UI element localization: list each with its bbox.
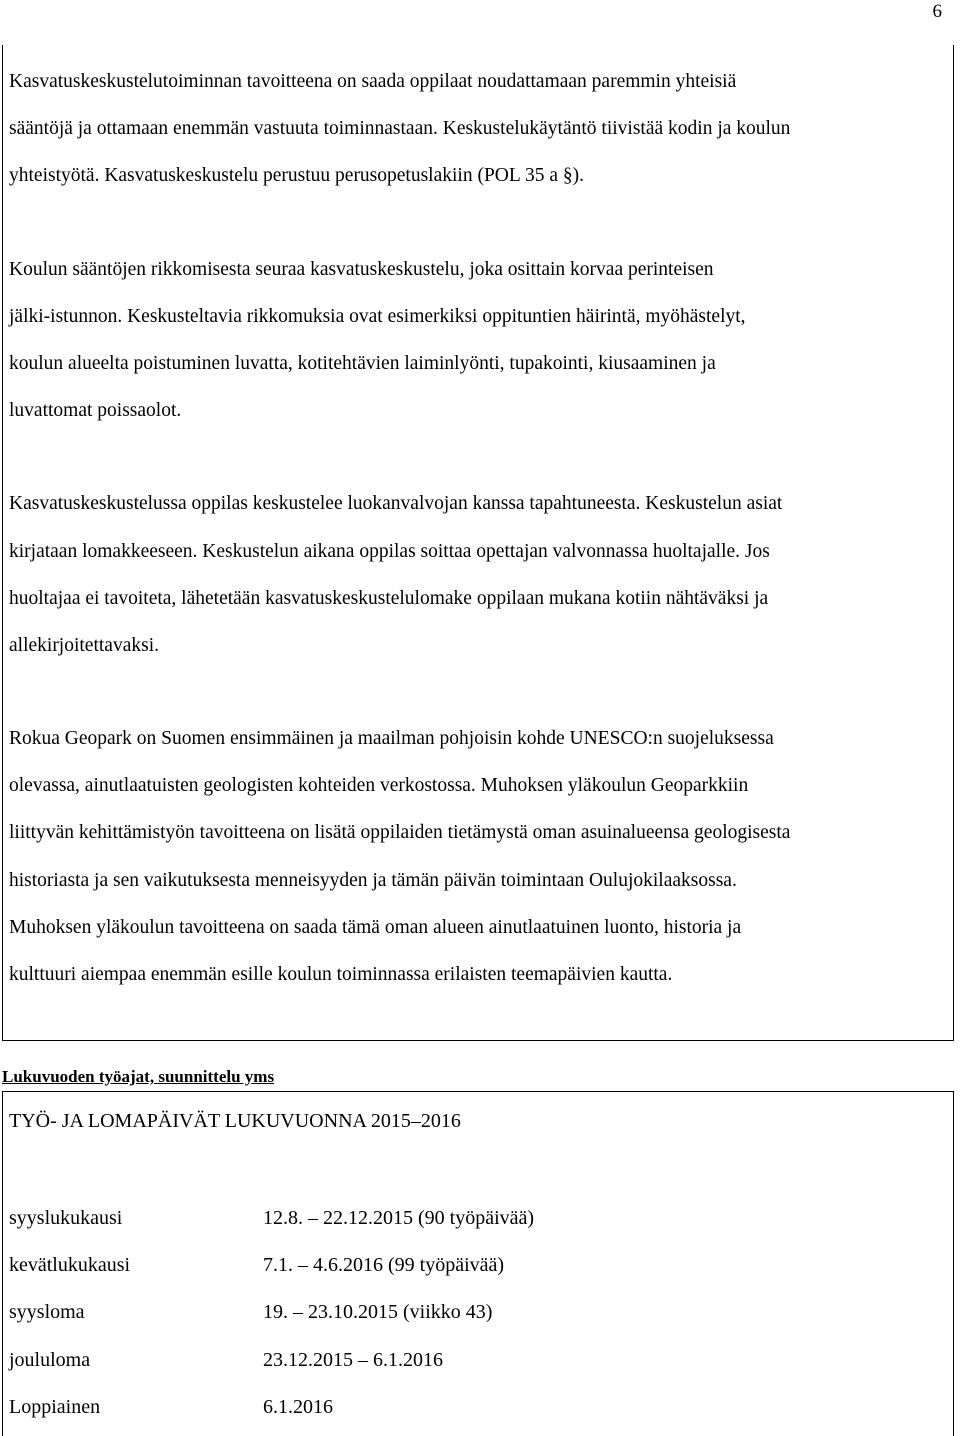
schedule-row <box>9 1245 909 1292</box>
text-line: Rokua Geopark on Suomen ensimmäinen ja maailman pohjoisin kohde UNESCO:n suojeluksessa <box>9 728 774 750</box>
text-line: Koulun sääntöjen rikkomisesta seuraa kasvatuskeskustelu, joka osittain korvaa perinteisen <box>9 258 714 280</box>
page-number: 6 <box>932 1 942 22</box>
text-line: huoltajaa ei tavoiteta, lähetetään kasvatuskeskustelulomake oppilaan mukana kotiin nähtäväksi ja <box>9 587 769 609</box>
schedule-value: 6.1.2016 <box>263 1395 333 1418</box>
paragraph-discussion-process <box>9 480 949 669</box>
text-line: olevassa, ainutlaatuisten geologisten kohteiden verkostossa. Muhoksen yläkoulun Geoparkkiin <box>9 775 749 797</box>
text-line: kulttuuri aiempaa enemmän esille koulun toiminnassa erilaisten teemapäivien kautta. <box>9 964 673 985</box>
text-line: luvattomat poissaolot. <box>9 400 182 422</box>
text-line: allekirjoitettavaksi. <box>9 634 159 656</box>
text-line: koulun alueelta poistuminen luvatta, kotitehtävien laiminlyönti, tupakointi, kiusaaminen ja <box>9 352 716 374</box>
schedule-row <box>9 1198 909 1245</box>
schedule-label: Loppiainen <box>9 1395 101 1418</box>
schedule-table <box>9 1198 909 1434</box>
schedule-label: syysloma <box>9 1301 85 1324</box>
schedule-value: 12.8. – 22.12.2015 (90 työpäivää) <box>263 1207 535 1229</box>
schedule-value: 23.12.2015 – 6.1.2016 <box>263 1348 443 1371</box>
schedule-label: kevätlukukausi <box>9 1254 131 1277</box>
schedule-value: 19. – 23.10.2015 (viikko 43) <box>263 1301 493 1324</box>
schedule-row <box>9 1340 909 1387</box>
schedule-row <box>9 1387 909 1434</box>
paragraph-discussion-goal <box>9 58 949 200</box>
text-line: yhteistyötä. Kasvatuskeskustelu perustuu perusopetuslakiin (POL 35 a §). <box>9 165 584 187</box>
schedule-label: syyslukukausi <box>9 1207 123 1229</box>
body-text <box>9 58 949 998</box>
text-line: liittyvän kehittämistyön tavoitteena on lisätä oppilaiden tietämystä oman asuinalueensa geologisesta <box>9 822 791 844</box>
text-line: jälki-istunnon. Keskusteltavia rikkomuksia ovat esimerkiksi oppituntien häirintä, myöhästelyt, <box>9 305 746 327</box>
text-line: kirjataan lomakkeeseen. Keskustelun aikana oppilas soittaa opettajan valvonnassa huoltajalle. Jos <box>9 540 770 562</box>
section-heading: Lukuvuoden työajat, suunnittelu yms <box>2 1067 275 1086</box>
text-line: Kasvatuskeskustelussa oppilas keskustelee luokanvalvojan kanssa tapahtuneesta. Keskustelun asiat <box>9 493 783 515</box>
paragraph-rule-violations <box>9 246 949 435</box>
schedule-title: TYÖ- JA LOMAPÄIVÄT LUKUVUONNA 2015–2016 <box>9 1110 461 1132</box>
schedule-value: 7.1. – 4.6.2016 (99 työpäivää) <box>263 1254 505 1277</box>
text-line: historiasta ja sen vaikutuksesta menneisyyden ja tämän päivän toimintaan Oulujokilaaksossa. <box>9 869 737 891</box>
text-line: Muhoksen yläkoulun tavoitteena on saada tämä oman alueen ainutlaatuinen luonto, historia ja <box>9 916 742 938</box>
schedule-label: joululoma <box>9 1348 91 1371</box>
text-line: sääntöjä ja ottamaan enemmän vastuuta toiminnastaan. Keskustelukäytäntö tiivistää kodin ja koulun <box>9 118 791 140</box>
schedule-row <box>9 1292 909 1339</box>
text-line: Kasvatuskeskustelutoiminnan tavoitteena on saada oppilaat noudattamaan paremmin yhteisiä <box>9 71 737 92</box>
paragraph-geopark <box>9 715 949 998</box>
